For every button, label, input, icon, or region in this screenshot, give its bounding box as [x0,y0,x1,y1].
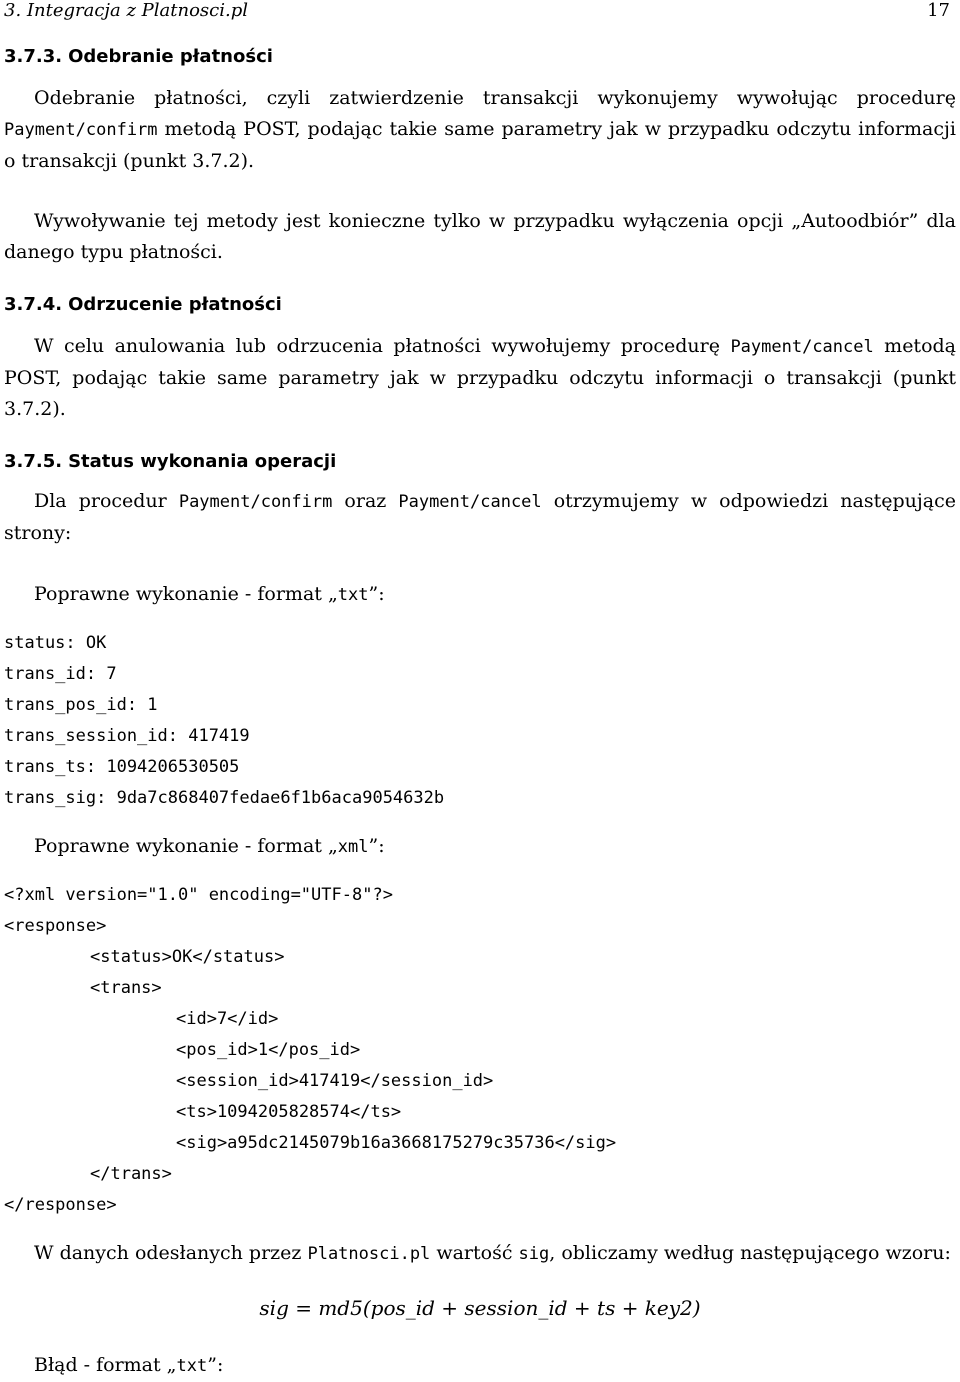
paragraph-confirm: Odebranie płatności, czyli zatwierdzenie transakcji wykonujemy wywołując procedurę Payment/confirm metodą POST, podając takie same parametry jak w przypadku odczytu informacji o transakcji (punkt 3.7.2). [4,87,956,172]
chapter-title: 3. Integracja z Platnosci.pl [4,0,249,21]
code-line: <?xml version="1.0" encoding="UTF-8"?> [4,885,393,905]
code-platnosci: Platnosci.pl [307,1244,431,1264]
paragraph-status-intro: Dla procedur Payment/confirm oraz Payment/cancel otrzymujemy w odpowiedzi następujące strony: [4,490,956,544]
paragraph-autoodbior: Wywoływanie tej metody jest konieczne tylko w przypadku wyłączenia opcji „Autoodbiór” dla danego typu płatności. [4,210,956,263]
code-line: <pos_id>1</pos_id> [176,1040,361,1060]
page-number: 17 [927,0,950,21]
code-line: <ts>1094205828574</ts> [176,1102,402,1122]
code-line: </response> [4,1195,117,1215]
code-payment-cancel: Payment/cancel [398,492,542,512]
label-xml-success: Poprawne wykonanie - format „xml”: [34,835,385,857]
section-title: Odrzucenie płatności [68,294,282,315]
code-payment-confirm: Payment/confirm [178,492,333,512]
code-line: <response> [4,916,107,936]
code-line: <trans> [90,978,162,998]
code-line: <sig>a95dc2145079b16a3668175279c35736</sig> [176,1133,617,1153]
code-line: trans_session_id: 417419 [4,726,250,746]
code-payment-cancel: Payment/cancel [730,337,874,357]
section-title: Odebranie płatności [68,46,273,67]
code-line: status: OK [4,633,107,653]
section-heading-3-7-5 [4,451,956,472]
formula-block [4,1296,956,1320]
paragraph-cancel: W celu anulowania lub odrzucenia płatności wywołujemy procedurę Payment/cancel metodą POST, podając takie same parametry jak w przypadku odczytu informacji o transakcji (punkt 3.7.2). [4,335,956,420]
code-line: trans_id: 7 [4,664,117,684]
code-sig: sig [518,1244,550,1264]
section-number: 3.7.3. [4,46,63,67]
code-payment-confirm: Payment/confirm [4,120,158,140]
running-header [4,0,956,24]
paragraph-sig: W danych odesłanych przez Platnosci.pl wartość sig, obliczamy według następującego wzoru: [34,1242,951,1264]
section-number: 3.7.5. [4,451,63,472]
code-line: <status>OK</status> [90,947,285,967]
section-number: 3.7.4. [4,294,63,315]
code-line: </trans> [90,1164,172,1184]
code-line: <session_id>417419</session_id> [176,1071,494,1091]
section-heading-3-7-3 [4,46,956,67]
label-txt-error: Błąd - format „txt”: [34,1354,224,1376]
code-line: <id>7</id> [176,1009,279,1029]
code-line: trans_pos_id: 1 [4,695,158,715]
section-heading-3-7-4 [4,294,956,315]
label-txt-success: Poprawne wykonanie - format „txt”: [34,583,385,605]
sig-formula: sig = md5(pos_id + session_id + ts + key2) [259,1296,701,1320]
code-line: trans_ts: 1094206530505 [4,757,240,777]
code-line: trans_sig: 9da7c868407fedae6f1b6aca9054632b [4,788,445,808]
section-title: Status wykonania operacji [68,451,337,472]
